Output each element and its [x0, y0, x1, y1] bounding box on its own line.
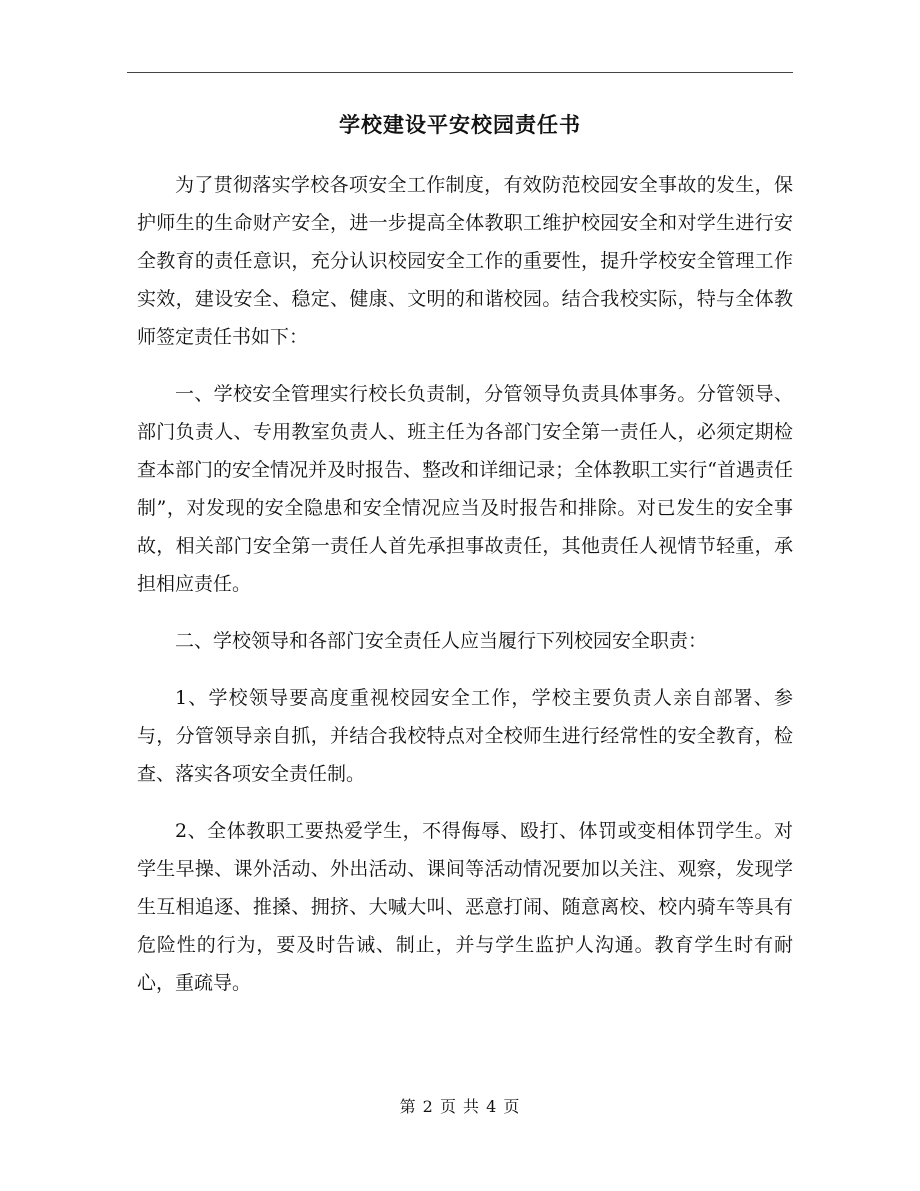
header-rule — [127, 72, 793, 73]
paragraph-section-1: 一、学校安全管理实行校长负责制，分管领导负责具体事务。分管领导、部门负责人、专用教室负责人、班主任为各部门安全第一责任人，必须定期检查本部门的安全情况并及时报告、整改和详细记录；全体教职工实行“首遇责任制”，对发现的安全隐患和安全情况应当及时报告和排除。对已发生的安全事故，相关部门安全第一责任人首先承担事故责任，其他责任人视情节轻重，承担相应责任。 — [137, 383, 793, 595]
paragraph-item-1: 1、学校领导要高度重视校园安全工作，学校主要负责人亲自部署、参与，分管领导亲自抓，并结合我校特点对全校师生进行经常性的安全教育，检查、落实各项安全责任制。 — [137, 687, 793, 785]
paragraph-intro: 为了贯彻落实学校各项安全工作制度，有效防范校园安全事故的发生，保护师生的生命财产安全，进一步提高全体教职工维护校园安全和对学生进行安全教育的责任意识，充分认识校园安全工作的重要性，提升学校安全管理工作实效，建设安全、稳定、健康、文明的和谐校园。结合我校实际，特与全体教师签定责任书如下： — [137, 174, 793, 348]
page-number: 第 2 页 共 4 页 — [399, 1097, 521, 1116]
paragraph-section-2-heading: 二、学校领导和各部门安全责任人应当履行下列校园安全职责： — [175, 630, 708, 652]
paragraph-item-2: 2、全体教职工要热爱学生，不得侮辱、殴打、体罚或变相体罚学生。对学生早操、课外活动、外出活动、课间等活动情况要加以关注、观察，发现学生互相追逐、推搡、拥挤、大喊大叫、恶意打闹、随意离校、校内骑车等具有危险性的行为，要及时告诫、制止，并与学生监护人沟通。教育学生时有耐心，重疏导。 — [137, 820, 793, 994]
document-title: 学校建设平安校园责任书 — [339, 112, 581, 137]
document-body — [137, 166, 793, 1021]
